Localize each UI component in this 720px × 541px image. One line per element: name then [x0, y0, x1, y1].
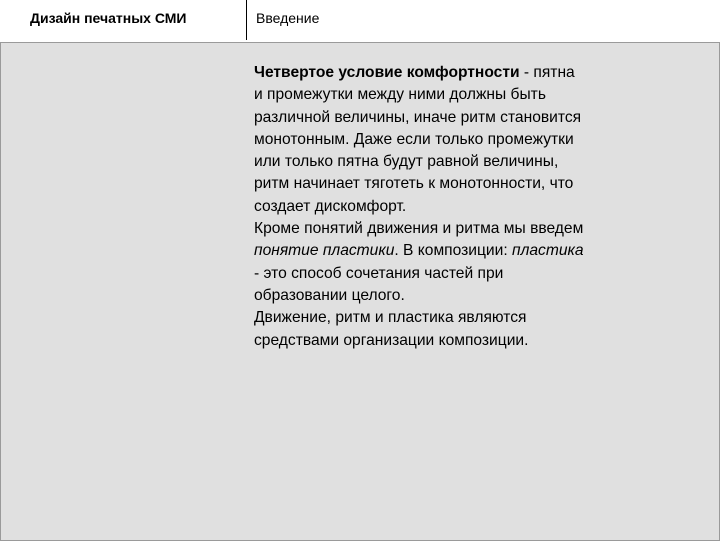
slide-header	[0, 0, 720, 40]
text-line: создает дискомфорт.	[254, 197, 407, 215]
text-line: монотонным. Даже если только промежутки	[254, 130, 574, 148]
paragraph-summary	[254, 307, 654, 352]
text-line: - это способ сочетания частей при	[254, 264, 504, 282]
text-fragment: . В композиции:	[394, 242, 512, 260]
text-line: ритм начинает тяготеть к монотонности, что	[254, 175, 574, 193]
text-line: различной величины, иначе ритм становится	[254, 108, 582, 126]
header-divider	[246, 0, 247, 40]
text-line: или только пятна будут равной величины,	[254, 153, 559, 171]
paragraph-comfort-condition	[254, 62, 654, 218]
text-line: средствами организации композиции.	[254, 331, 529, 349]
body-text	[254, 62, 654, 352]
comfort-condition-heading: Четвертое условие комфортности	[254, 64, 520, 81]
text-line: Движение, ритм и пластика являются	[254, 309, 527, 327]
section-title: Введение	[256, 10, 320, 26]
plasticity-term: пластика	[511, 242, 584, 260]
paragraph-plasticity	[254, 218, 654, 307]
text-line: Кроме понятий движения и ритма мы введем	[254, 220, 584, 238]
text-line: - пятна	[519, 64, 575, 81]
course-title: Дизайн печатных СМИ	[30, 10, 187, 26]
text-line: и промежутки между ними должны быть	[254, 86, 546, 104]
plasticity-concept-term: понятие пластики	[254, 242, 395, 260]
text-line: образовании целого.	[254, 286, 405, 304]
